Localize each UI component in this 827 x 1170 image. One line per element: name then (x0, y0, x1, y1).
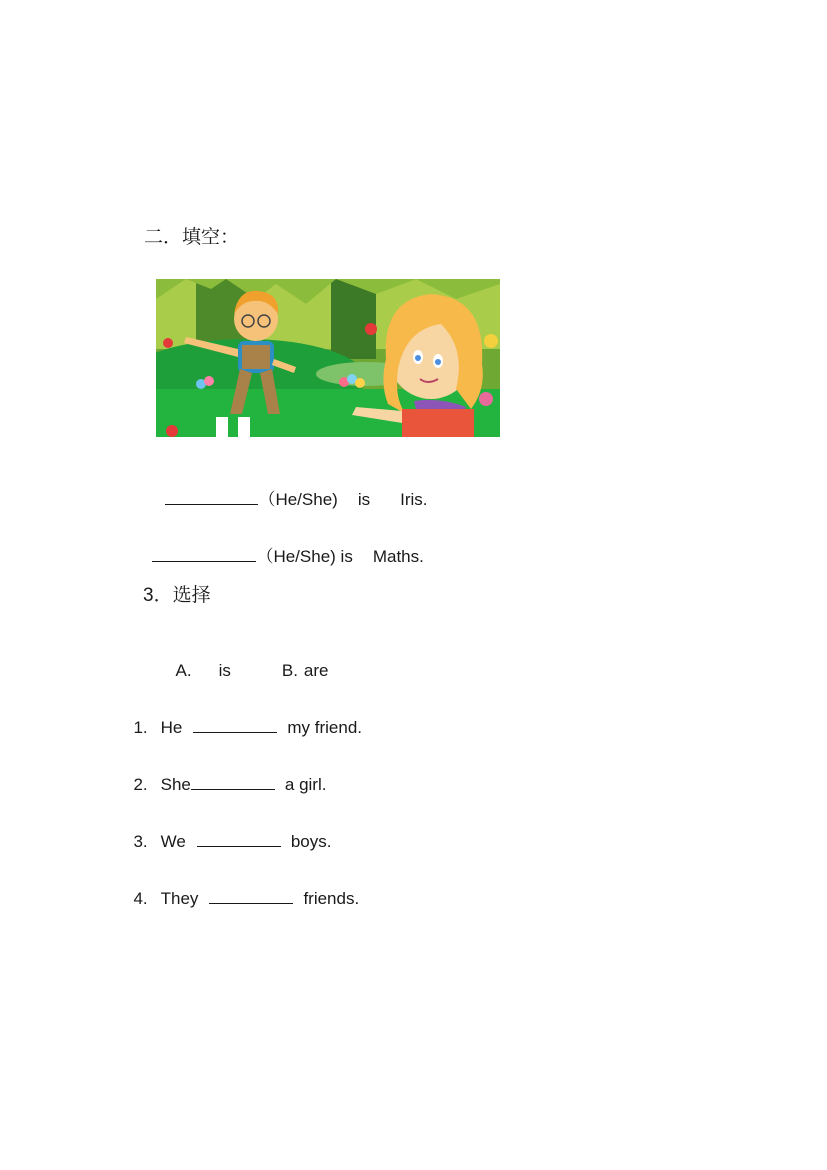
question-row (124, 873, 359, 907)
options-row (167, 645, 329, 679)
fill-blank-line-1 (156, 474, 428, 508)
option-b-text: are (303, 661, 329, 680)
answer-blank[interactable] (209, 902, 293, 904)
question-subject: They (160, 889, 199, 908)
section-two-heading: 二．填空： (144, 227, 240, 248)
question-subject: We (160, 832, 186, 851)
fill-blank-line-2 (143, 531, 424, 565)
fill-blank-answer-word: Iris. (400, 490, 428, 509)
question-row (124, 759, 326, 793)
fill-blank-answer-word: Maths. (372, 547, 424, 566)
question-rest: a girl. (284, 775, 327, 794)
question-row (124, 702, 362, 736)
question-number: 3. (133, 832, 148, 851)
answer-blank[interactable] (152, 560, 256, 562)
option-b-letter: B. (281, 661, 298, 680)
fill-blank-verb: is (357, 490, 371, 509)
question-rest: friends. (303, 889, 360, 908)
question-number: 4. (133, 889, 148, 908)
question-subject: He (160, 718, 183, 737)
question-row (124, 816, 331, 850)
section-three-heading: 3．选择 (143, 585, 211, 606)
fill-blank-hint: （He/She) (258, 490, 338, 509)
question-subject: She (160, 775, 191, 794)
answer-blank[interactable] (191, 788, 275, 790)
question-rest: my friend. (287, 718, 363, 737)
answer-blank[interactable] (197, 845, 281, 847)
answer-blank[interactable] (193, 731, 277, 733)
question-number: 2. (133, 775, 148, 794)
question-number: 1. (133, 718, 148, 737)
option-a-letter: A. (175, 661, 192, 680)
option-a-text: is (218, 661, 231, 680)
answer-blank[interactable] (165, 503, 258, 505)
cartoon-boy-and-girl-illustration (156, 279, 500, 437)
fill-blank-hint: （He/She) is (256, 547, 353, 566)
question-rest: boys. (290, 832, 332, 851)
